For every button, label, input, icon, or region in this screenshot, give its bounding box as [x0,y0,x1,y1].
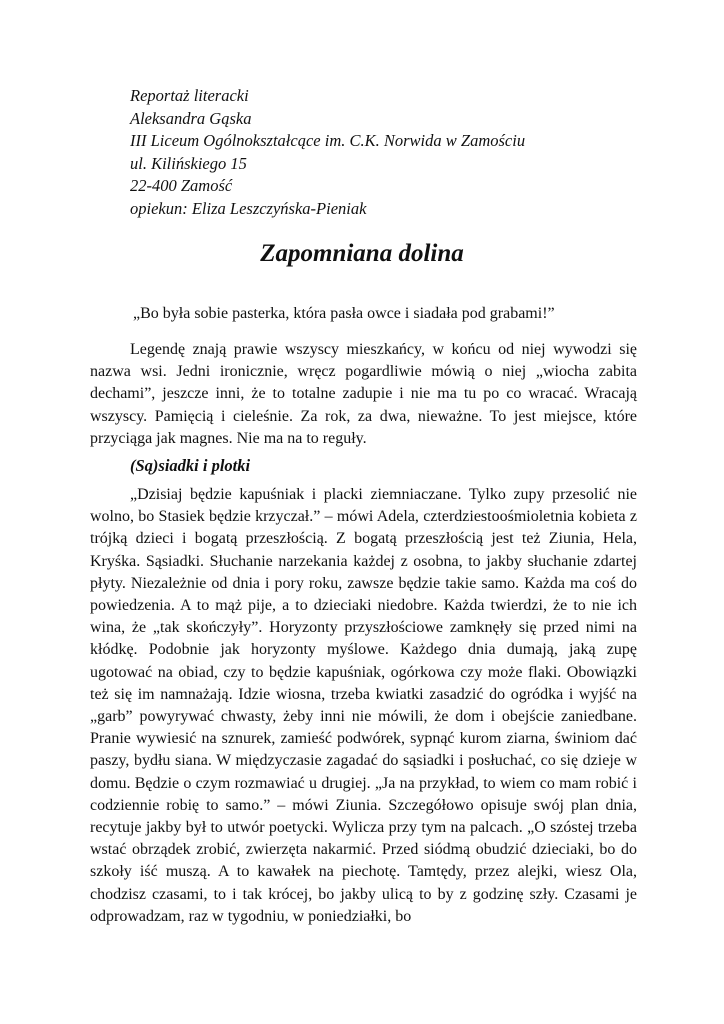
header-line-city: 22-400 Zamość [130,176,233,195]
section-paragraph: „Dzisiaj będzie kapuśniak i placki ziemniaczane. Tylko zupy przesolić nie wolno, bo Stasiek będzie krzyczał.” – mówi Adela, czterdziestoośmioletnia kobieta z trójką dzieci i bogatą przeszłością. Z bogatą przeszłością jest też Ziunia, Hela, Kryśka. Sąsiadki. Słuchanie narzekania każdej z osobna, to jakby słuchanie zdartej płyty. Niezależnie od dnia i pory roku, zawsze będzie takie samo. Każda ma coś do powiedzenia. A to mąż pije, a to dzieciaki niedobre. Każda twierdzi, że to nie ich wina, że „tak skończyły”. Horyzonty przyszłościowe zamknęły się przed nimi na kłódkę. Podobnie jak horyzonty myślowe. Każdego dnia dumają, jaką zupę ugotować na obiad, czy to będzie kapuśniak, ogórkowa czy może flaki. Obowiązki też się im namnażają. Idzie wiosna, trzeba kwiatki zasadzić do ogródka i wyjść na „garb” powyrywać chwasty, żeby inni nie mówili, że dom i obejście zaniedbane. Pranie wywiesić na sznurek, zamieść podwórek, sypnąć kurom ziarna, świniom dać paszy, bydłu siana. W międzyczasie zagadać do sąsiadki i posłuchać, co się dzieje w domu. Będzie o czym rozmawiać u drugiej. „Ja na przykład, to wiem co mam robić i codziennie robię to samo.” – mówi Ziunia. Szczegółowo opisuje swój plan dnia, recytuje jakby był to utwór poetycki. Wylicza przy tym na palcach. „O szóstej trzeba wstać obrządek zrobić, zwierzęta nakarmić. Przed siódmą obudzić dzieciaki, bo do szkoły iść muszą. A to kawałek na piechotę. Tamtędy, przez alejki, wiesz Ola, chodzisz czasami, to i tak krócej, bo jakby ulicą to by z godzinę szły. Czasami je odprowadzam, raz w tygodniu, w poniedziałki, bo [90,486,637,925]
header-line-street: ul. Kilińskiego 15 [130,153,247,173]
header-line-supervisor: opiekun: Eliza Leszczyńska-Pieniak [130,198,367,218]
author-header [130,85,525,220]
header-line-genre: Reportaż literacki [130,86,249,105]
epigraph-quote: „Bo była sobie pasterka, która pasła owce i siadała pod grabami!” [133,305,555,322]
intro-paragraph: Legendę znają prawie wszyscy mieszkańcy, w końcu od niej wywodzi się nazwa wsi. Jedni ironicznie, wręcz pogardliwie mówią o niej „wiocha zabita dechami”, jeszcze inni, że to totalne zadupie i nie ma tu po co wracać. Wracają wszyscy. Pamięcią i cieleśnie. Za rok, za dwa, nieważne. To jest miejsce, które przyciąga jak magnes. Nie ma na to reguły. [90,341,637,447]
section-heading: (Są)siadki i plotki [130,456,251,475]
header-line-author: Aleksandra Gąska [130,108,252,128]
header-line-school: III Liceum Ogólnokształcące im. C.K. Norwida w Zamościu [130,131,526,150]
document-title: Zapomniana dolina [260,240,464,267]
